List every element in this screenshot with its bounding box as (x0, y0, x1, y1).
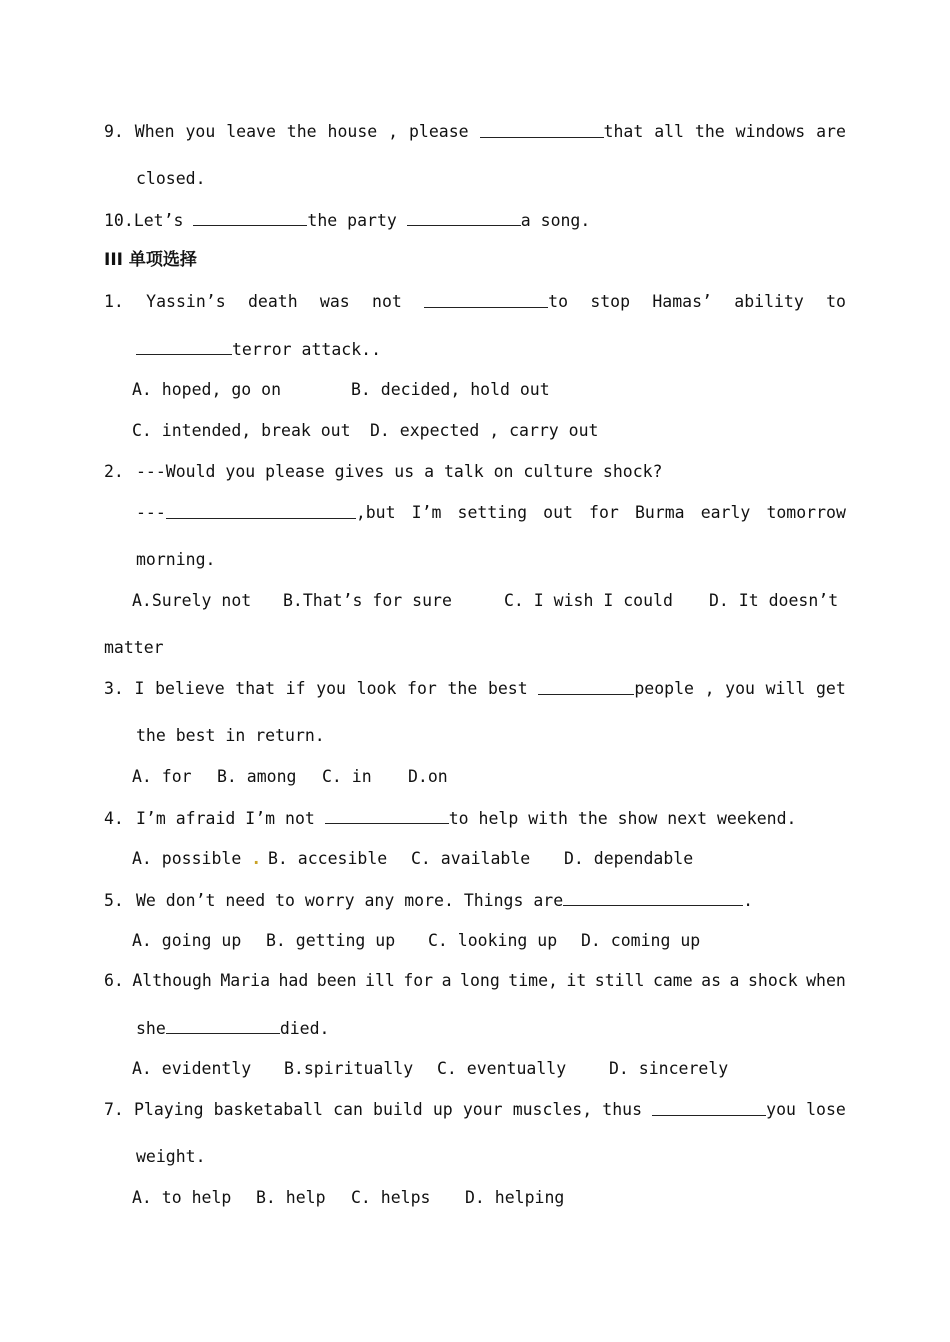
option-b[interactable]: B.spiritually (284, 1059, 414, 1078)
question-3-options (132, 767, 448, 787)
answer-blank[interactable] (563, 890, 743, 906)
option-d[interactable]: D. It doesn’t (709, 591, 839, 610)
question-1-options-c-d (132, 421, 598, 441)
option-d[interactable]: D. expected , carry out (370, 421, 599, 440)
answer-blank[interactable] (136, 339, 232, 355)
option-b[interactable]: B. among (217, 767, 297, 786)
question-number: 3. (104, 679, 124, 698)
question-number: 6. (104, 971, 124, 990)
question-3-line2: the best in return. (136, 726, 325, 745)
answer-blank[interactable] (538, 679, 634, 695)
question-5-options (132, 931, 700, 951)
option-b[interactable]: B. help (256, 1188, 326, 1207)
fill-in-9-line1: 9. When you leave the house , please that all the windows are (104, 122, 846, 141)
option-a[interactable]: A.Surely not (132, 591, 252, 610)
option-a[interactable]: A. going up (132, 931, 242, 950)
option-d[interactable]: D. helping (465, 1188, 565, 1207)
option-b[interactable]: B.That’s for sure (283, 591, 452, 610)
question-number: 10. (104, 211, 134, 230)
option-a[interactable]: A. evidently (132, 1059, 252, 1078)
question-4-options (132, 849, 693, 869)
option-a[interactable]: A. for (132, 767, 192, 786)
question-1-line1: 1. Yassin’s death was not to stop Hamas’ ability to (104, 292, 846, 311)
answer-blank[interactable] (166, 1018, 280, 1034)
answer-blank[interactable] (424, 292, 548, 308)
option-c[interactable]: C. intended, break out (132, 421, 351, 440)
answer-blank[interactable] (193, 210, 307, 226)
question-5-line1: 5. We don’t need to worry any more. Things are . (104, 891, 754, 910)
answer-blank[interactable] (480, 122, 604, 138)
question-7-line1: 7. Playing basketaball can build up your muscles, thus you lose (104, 1100, 846, 1119)
option-a[interactable]: A. possible . (132, 849, 262, 868)
fill-in-10: 10.Let’s the party a song. (104, 211, 591, 230)
question-number: 4. (104, 809, 124, 828)
option-d[interactable]: D.on (408, 767, 448, 786)
question-2-line1: 2. ---Would you please gives us a talk on culture shock? (104, 462, 663, 481)
option-c[interactable]: C. looking up (428, 931, 558, 950)
question-number: 5. (104, 891, 124, 910)
question-2-line3: morning. (136, 550, 216, 569)
option-b[interactable]: B. getting up (266, 931, 396, 950)
question-1-options-a-b (132, 380, 550, 400)
question-number: 1. (104, 292, 124, 311)
option-c[interactable]: C. helps (351, 1188, 431, 1207)
option-d[interactable]: D. dependable (564, 849, 694, 868)
option-a[interactable]: A. to help (132, 1188, 232, 1207)
answer-blank[interactable] (166, 503, 356, 519)
question-2-line2: --- ,but I’m setting out for Burma early tomorrow (136, 503, 846, 522)
answer-blank[interactable] (407, 210, 521, 226)
question-number: 2. (104, 462, 124, 481)
option-d[interactable]: D. coming up (581, 931, 701, 950)
question-7-options (132, 1188, 564, 1208)
section-title: III 单项选择 (104, 250, 197, 270)
question-6-options (132, 1059, 728, 1079)
answer-blank[interactable] (325, 808, 449, 824)
option-b[interactable]: B. decided, hold out (351, 380, 550, 399)
option-a[interactable]: A. hoped, go on (132, 380, 282, 399)
answer-blank[interactable] (652, 1100, 766, 1116)
question-7-line2: weight. (136, 1147, 206, 1166)
question-1-line2: terror attack.. (136, 339, 381, 360)
option-d[interactable]: D. sincerely (609, 1059, 729, 1078)
fill-in-9-line2: closed. (136, 169, 206, 188)
option-b[interactable]: B. accesible (268, 849, 388, 868)
option-c[interactable]: C. eventually (437, 1059, 567, 1078)
question-number: 7. (104, 1100, 124, 1119)
highlight-dot: . (251, 849, 262, 868)
question-6-line1: 6. Although Maria had been ill for a long time, it still came as a shock when (104, 971, 846, 990)
option-c[interactable]: C. I wish I could (504, 591, 673, 610)
option-c[interactable]: C. in (322, 767, 372, 786)
question-3-line1: 3. I believe that if you look for the best people , you will get (104, 679, 846, 698)
option-c[interactable]: C. available (411, 849, 531, 868)
question-number: 9. (104, 122, 124, 141)
question-2-options-wrap: matter (104, 638, 164, 657)
question-4-line1: 4. I’m afraid I’m not to help with the show next weekend. (104, 809, 797, 828)
question-6-line2: she died. (136, 1019, 330, 1038)
question-2-options (132, 591, 838, 611)
